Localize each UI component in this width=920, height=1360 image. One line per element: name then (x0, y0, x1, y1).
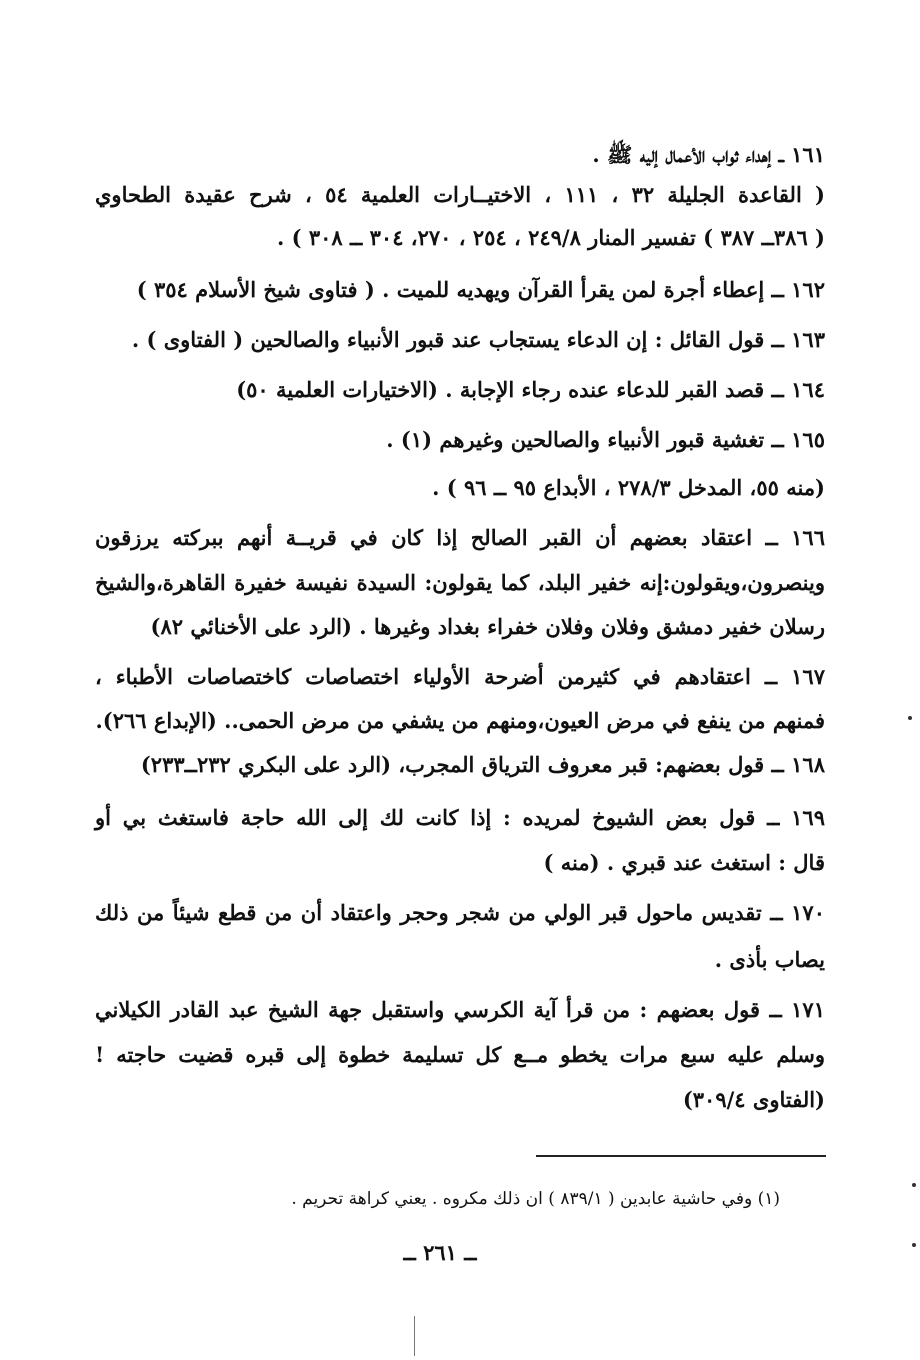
text-line-170-cont: يصاب بأذى . (714, 947, 825, 972)
page-number: ــ ٢٦١ ــ (403, 1240, 477, 1265)
text-line-162: ١٦٢ ــ إعطاء أجرة لمن يقرأ القرآن ويهديه للميت . ( فتاوى شيخ الأسلام ٣٥٤ ) (136, 277, 825, 302)
text-line-169: ١٦٩ ــ قول بعض الشيوخ لمريده : إذا كانت لك إلى الله حاجة فاستغث بي أو (95, 805, 825, 830)
text-line-169-cont: قال : استغث عند قبري . (منه ) (543, 850, 825, 875)
text-line-161: ١٦١ ــ إهداء ثواب الأعمال إليه ﷺ . (592, 142, 825, 167)
text-line-170: ١٧٠ ــ تقديس ماحول قبر الولي من شجر وحجر واعتقاد أن من قطع شيئاً من ذلك (95, 900, 825, 925)
text-line-171-cont: وسلم عليه سبع مرات يخطو مــع كل تسليمة خطوة إلى قبره قضيت حاجته ! (95, 1042, 825, 1067)
text-line-166-cont-2: رسلان خفير دمشق وفلان وفلان خفراء بغداد وغيرها . (الرد على الأخنائي ٨٢) (150, 614, 825, 639)
text-line-166-cont-1: وينصرون،ويقولون:إنه خفير البلد، كما يقولون: السيدة نفيسة خفيرة القاهرة،والشيخ (95, 570, 825, 595)
text-line-166: ١٦٦ ــ اعتقاد بعضهم أن القبر الصالح إذا كان في قريــة أنهم ببركته يرزقون (95, 525, 825, 550)
scan-speck (912, 1183, 916, 1187)
text-line-163: ١٦٣ ــ قول القائل : إن الدعاء يستجاب عند قبور الأنبياء والصالحين ( الفتاوى ) . (131, 327, 825, 352)
text-line-164: ١٦٤ ــ قصد القبر للدعاء عنده رجاء الإجابة . (الاختيارات العلمية ٥٠) (236, 377, 825, 402)
text-line-161-ref-cont: ( ٣٨٦ــ ٣٨٧ ) تفسير المنار ٢٤٩/٨ ، ٢٥٤ ، ٢٧٠، ٣٠٤ ــ ٣٠٨ ) . (276, 225, 825, 250)
text-line-167: ١٦٧ ــ اعتقادهم في كثيرمن أضرحة الأولياء اختصاصات كاختصاصات الأطباء ، (95, 664, 825, 689)
text-line-171-ref: (الفتاوى ٣٠٩/٤) (682, 1087, 825, 1112)
binding-mark (414, 1316, 415, 1356)
text-line-165: ١٦٥ ــ تغشية قبور الأنبياء والصالحين وغيرهم (١) . (386, 427, 825, 452)
text-line-171: ١٧١ ــ قول بعضهم : من قرأ آية الكرسي واستقبل جهة الشيخ عبد القادر الكيلاني (95, 997, 825, 1022)
scan-speck (912, 1243, 916, 1247)
footnote-separator (536, 1155, 826, 1157)
footnote: (١) وفي حاشية عابدين ( ٨٣٩/١ ) ان ذلك مكروه . يعني كراهة تحريم . (291, 1189, 780, 1209)
text-line-161-ref: ( القاعدة الجليلة ٣٢ ، ١١١ ، الاختيــارات العلمية ٥٤ ، شرح عقيدة الطحاوي (95, 182, 825, 207)
text-line-167-cont: فمنهم من ينفع في مرض العيون،ومنهم من يشفي من مرض الحمى.. (الإبداع ٢٦٦). (95, 708, 825, 733)
text-line-168: ١٦٨ ــ قول بعضهم: قبر معروف الترياق المجرب، (الرد على البكري ٢٣٢ــ٢٣٣) (140, 752, 825, 777)
scan-speck (908, 716, 912, 720)
text-line-165-ref: (منه ٥٥، المدخل ٢٧٨/٣ ، الأبداع ٩٥ ــ ٩٦ ) . (432, 475, 825, 500)
